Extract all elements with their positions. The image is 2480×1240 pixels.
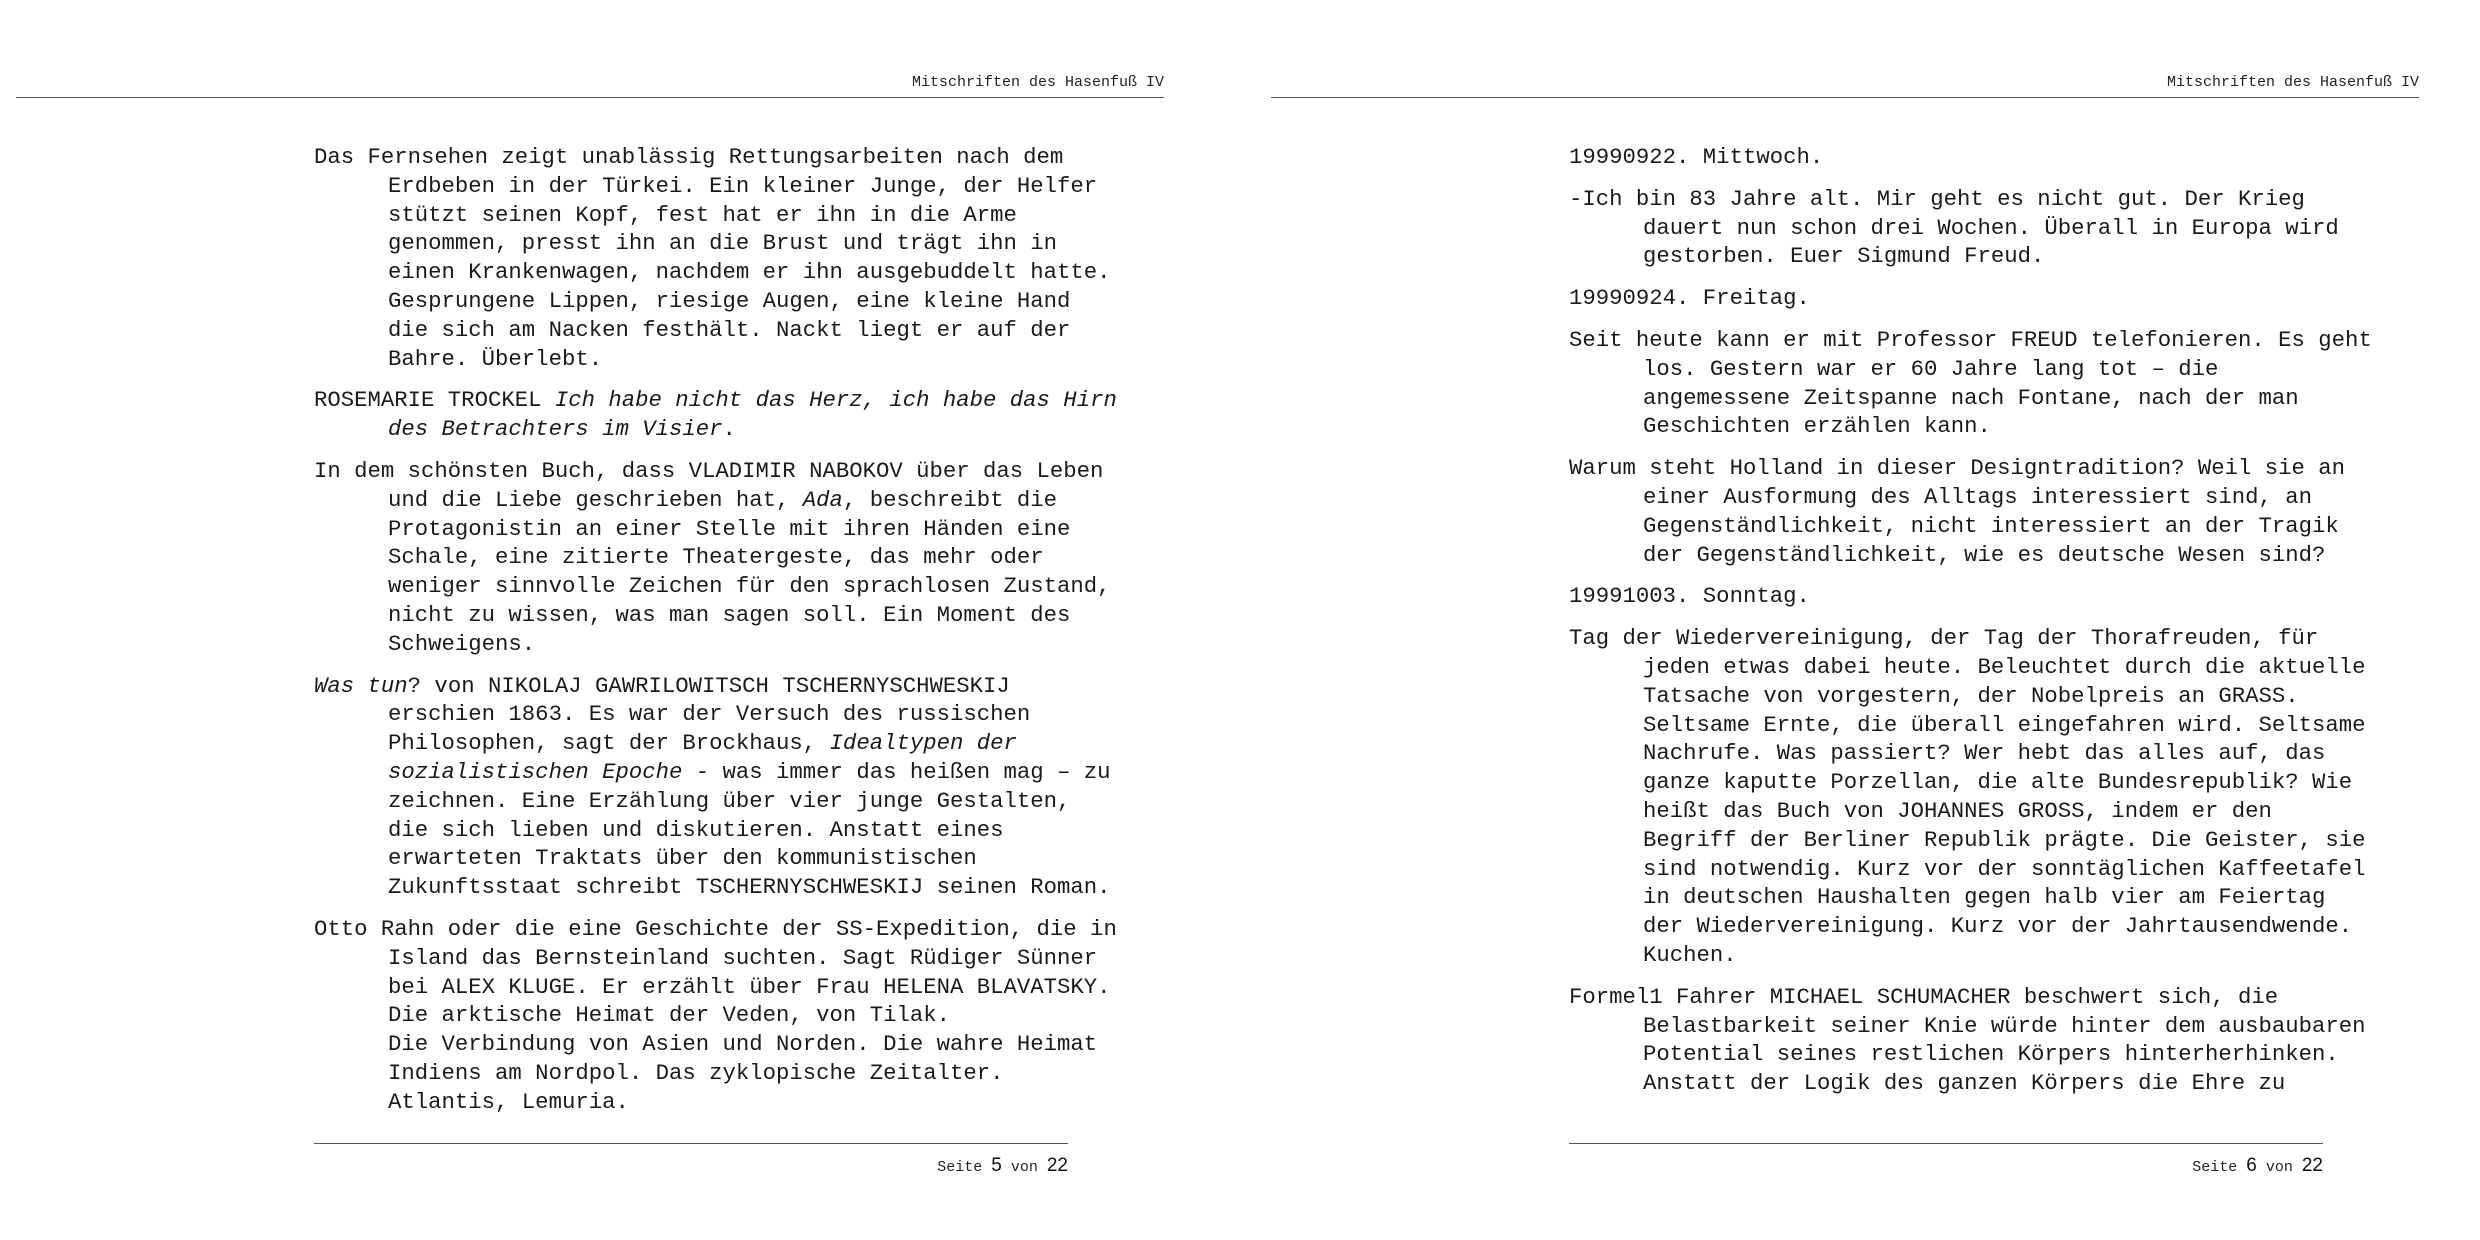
text-segment: ganze kaputte Porzellan, die alte Bundesrepublik? Wie [1643,769,2353,796]
right-page [1240,0,2480,1240]
text-segment: sind notwendig. Kurz vor der sonntäglichen Kaffeetafel [1643,855,2366,882]
text-line [1643,740,2325,766]
text-line [388,317,1070,343]
text-line [1643,215,2339,241]
text-segment: dauert nun schon drei Wochen. Überall in Europa wird [1643,214,2339,241]
text-segment: in deutschen Haushalten gegen halb vier am Feiertag [1643,884,2326,911]
text-line [388,631,535,657]
text-segment: Anstatt der Logik des ganzen Körpers die Ehre zu [1643,1070,2286,1097]
text-line [388,1060,1004,1086]
paragraph [1569,284,2369,313]
paragraph [1569,143,2369,172]
text-line [1643,385,2299,411]
text-line [388,346,602,372]
text-segment: Erdbeben in der Türkei. Ein kleiner Junge, der Helfer [388,172,1098,199]
text-line [1569,984,2278,1010]
text-line [1643,942,1737,968]
text-segment: ? von NIKOLAJ GAWRILOWITSCH TSCHERNYSCHWESKIJ [407,672,1010,699]
text-line [388,730,1017,756]
paragraph [314,143,1114,373]
paragraph [314,386,1117,444]
text-segment: , beschreibt die [842,486,1058,513]
text-line [388,974,1111,1000]
text-segment: angemessene Zeitspanne nach Fontane, nach der man [1643,384,2299,411]
page-footer [1569,1155,2323,1177]
text-segment: weniger sinnvolle Zeichen für den sprachlosen Zustand, [388,573,1111,600]
text-line [388,788,1070,814]
text-segment: gestorben. Euer Sigmund Freud. [1643,243,2045,270]
paragraph [314,915,1117,1117]
text-line [1569,327,2372,353]
text-segment: Philosophen, sagt der Brockhaus, [388,730,830,757]
italic-text: Was tun [314,672,408,699]
paragraph [1569,983,2369,1098]
italic-text: Idealtypen der [829,730,1017,757]
text-line [388,759,1111,785]
header-rule [1271,97,2419,98]
paragraph [1569,582,2369,611]
text-segment: Begriff der Berliner Republik prägte. Die Geister, sie [1643,826,2366,853]
footer-seite-label: Seite [2192,1159,2238,1176]
footer-page-number: 6 [2246,1155,2257,1176]
text-line [1643,513,2339,539]
text-segment: Die Verbindung von Asien und Norden. Die wahre Heimat [388,1031,1098,1058]
text-line [388,945,1097,971]
text-segment: 19990922. Mittwoch. [1569,144,1824,170]
text-line [388,202,1017,228]
body-text [1569,143,2372,1111]
text-line [1643,243,2044,269]
text-segment: Protagonistin an einer Stelle mit ihren Händen eine [388,515,1071,542]
text-line [1643,827,2366,853]
text-segment: nicht zu wissen, was man sagen soll. Ein Moment des [388,601,1071,628]
italic-text: Ich habe nicht das Herz, ich habe das Hirn [554,387,1117,414]
paragraph [1569,454,2369,569]
text-line [1643,1041,2339,1067]
text-line [388,230,1057,256]
text-segment: genommen, presst ihn an die Brust und trägt ihn in [388,230,1058,257]
text-line [388,544,1044,570]
text-segment: erschien 1863. Es war der Versuch des russischen [388,701,1031,728]
text-line [1643,484,2312,510]
text-segment: Otto Rahn oder die eine Geschichte der SS-Expedition, die in [314,915,1117,942]
text-segment: einen Krankenwagen, nachdem er ihn ausgebuddelt hatte. [388,259,1111,286]
text-segment: los. Gestern war er 60 Jahre lang tot – die [1643,355,2219,382]
text-segment: Die arktische Heimat der Veden, von Tilak. [388,1002,950,1029]
text-line [388,1089,629,1115]
text-segment: Formel1 Fahrer MICHAEL SCHUMACHER beschwert sich, die [1569,983,2279,1010]
text-segment: Das Fernsehen zeigt unablässig Rettungsarbeiten nach dem [314,144,1064,170]
footer-page-total: 22 [2301,1155,2323,1176]
text-segment: zeichnen. Eine Erzählung über vier junge Gestalten, [388,787,1071,814]
text-segment: 19991003. Sonntag. [1569,583,1810,610]
text-line [1643,542,2325,568]
running-header: Mitschriften des Hasenfuß IV [911,74,1164,91]
text-line [388,487,1057,513]
text-segment: die sich am Nacken festhält. Nackt liegt er auf der [388,316,1071,343]
text-segment: Bahre. Überlebt. [388,345,603,372]
text-line [388,845,977,871]
text-line [314,144,1063,170]
text-segment: die sich lieben und diskutieren. Anstatt eines [388,816,1004,843]
text-segment: Zukunftsstaat schreibt TSCHERNYSCHWESKIJ seinen Roman. [388,874,1111,901]
italic-text: des Betrachters im Visier [388,416,723,443]
paragraph [1569,185,2369,271]
text-line [388,602,1070,628]
text-line [1643,356,2218,382]
text-line [388,416,736,442]
text-line [1643,1013,2366,1039]
footer-page-number: 5 [991,1155,1002,1176]
text-line [1643,683,2299,709]
text-line [1569,285,1810,311]
text-segment: Belastbarkeit seiner Knie würde hinter dem ausbaubaren [1643,1012,2366,1039]
footer-seite-label: Seite [937,1159,983,1176]
text-line [314,916,1117,942]
text-segment: Schale, eine zitierte Theatergeste, das mehr oder [388,544,1044,571]
text-segment: Potential seines restlichen Körpers hinterherhinken. [1643,1041,2339,1068]
text-line [388,874,1111,900]
paragraph [1569,624,2369,970]
text-line [1643,913,2352,939]
text-segment: Gegenständlichkeit, nicht interessiert an der Tragik [1643,512,2339,539]
text-segment: Kuchen. [1643,941,1737,968]
text-segment: einer Ausformung des Alltags interessiert sind, an [1643,483,2313,510]
text-line [388,701,1030,727]
text-segment: Island das Bernsteinland suchten. Sagt Rüdiger Sünner [388,944,1098,971]
text-line [1569,583,1810,609]
text-line [388,1031,1097,1057]
text-line [1569,186,2305,212]
text-line [314,458,1103,484]
text-line [314,387,1117,413]
text-line [1643,798,2272,824]
text-segment: heißt das Buch von JOHANNES GROSS, indem er den [1643,797,2272,824]
text-segment: Gesprungene Lippen, riesige Augen, eine kleine Hand [388,287,1071,314]
text-line [1643,769,2352,795]
text-line [388,288,1070,314]
text-segment: In dem schönsten Buch, dass VLADIMIR NABOKOV über das Leben [314,457,1104,484]
italic-text: Ada [802,486,843,513]
paragraph [314,672,1114,902]
text-line [388,259,1111,285]
text-line [1643,654,2366,680]
text-segment: - was immer das heißen mag – zu [682,758,1111,785]
paragraph [314,457,1114,659]
text-line [388,817,1004,843]
text-segment: der Gegenständlichkeit, wie es deutsche Wesen sind? [1643,541,2326,568]
text-segment: 19990924. Freitag. [1569,285,1810,312]
text-line [388,1002,950,1028]
text-line [1643,856,2366,882]
text-line [388,573,1111,599]
text-segment: Schweigens. [388,630,536,657]
text-line [1569,625,2318,651]
italic-text: sozialistischen Epoche [388,758,683,785]
footer-von-label: von [2265,1159,2293,1176]
running-header: Mitschriften des Hasenfuß IV [2166,74,2419,91]
text-segment: Atlantis, Lemuria. [388,1088,629,1115]
footer-page-total: 22 [1046,1155,1068,1176]
text-line [1643,1070,2285,1096]
text-line [1643,413,1991,439]
text-segment: Warum steht Holland in dieser Designtradition? Weil sie an [1569,455,2346,482]
footer-rule [1569,1143,2323,1144]
paragraph [1569,326,2372,441]
footer-rule [314,1143,1068,1144]
text-segment: und die Liebe geschrieben hat, [388,486,803,513]
text-line [1643,884,2325,910]
footer-von-label: von [1010,1159,1038,1176]
text-line [1569,144,1823,170]
text-segment: . [722,416,736,443]
header-rule [16,97,1164,98]
text-segment: Geschichten erzählen kann. [1643,413,1991,440]
text-line [1643,712,2366,738]
text-segment: stützt seinen Kopf, fest hat er ihn in die Arme [388,201,1017,228]
text-line [314,673,1010,699]
text-segment: erwarteten Traktats über den kommunistischen [388,845,977,872]
text-segment: Nachrufe. Was passiert? Wer hebt das alles auf, das [1643,740,2326,767]
text-segment: Tatsache von vorgestern, der Nobelpreis an GRASS. [1643,682,2299,709]
text-line [388,516,1070,542]
text-segment: Indiens am Nordpol. Das zyklopische Zeitalter. [388,1059,1004,1086]
text-line [1569,455,2345,481]
text-segment: der Wiedervereinigung. Kurz vor der Jahrtausendwende. [1643,913,2353,940]
body-text [314,143,1117,1130]
text-segment: -Ich bin 83 Jahre alt. Mir geht es nicht gut. Der Krieg [1569,185,2305,212]
text-segment: jeden etwas dabei heute. Beleuchtet durch die aktuelle [1643,653,2366,680]
text-segment: ROSEMARIE TROCKEL [314,387,555,414]
text-segment: Seltsame Ernte, die überall eingefahren wird. Seltsame [1643,711,2366,738]
text-segment: Seit heute kann er mit Professor FREUD telefonieren. Es geht [1569,326,2372,353]
text-segment: Tag der Wiedervereinigung, der Tag der Thorafreuden, für [1569,625,2319,652]
page-footer [314,1155,1068,1177]
text-segment: bei ALEX KLUGE. Er erzählt über Frau HELENA BLAVATSKY. [388,973,1111,1000]
text-line [388,173,1097,199]
